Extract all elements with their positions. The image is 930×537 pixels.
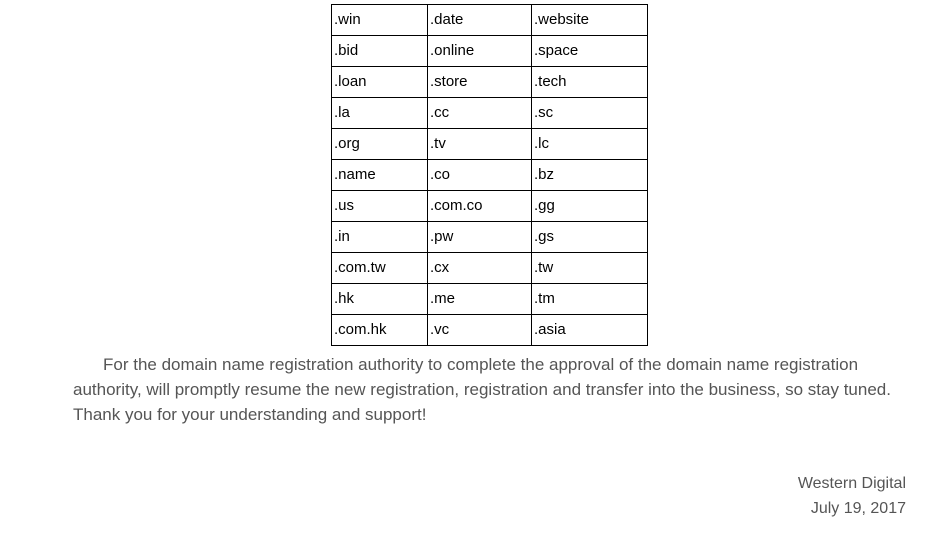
domain-cell: .com.co — [428, 191, 532, 222]
domain-cell: .com.hk — [332, 315, 428, 346]
domain-cell: .bz — [532, 160, 648, 191]
domain-cell: .sc — [532, 98, 648, 129]
domain-cell: .gs — [532, 222, 648, 253]
domain-cell: .la — [332, 98, 428, 129]
domain-cell: .pw — [428, 222, 532, 253]
domain-cell: .tech — [532, 67, 648, 98]
domain-cell: .win — [332, 5, 428, 36]
domain-cell: .tv — [428, 129, 532, 160]
table-row — [332, 315, 648, 346]
table-row — [332, 284, 648, 315]
signature-company: Western Digital — [797, 475, 906, 492]
domain-table-body — [332, 5, 648, 346]
domain-cell: .bid — [332, 36, 428, 67]
domain-cell: .loan — [332, 67, 428, 98]
table-row — [332, 191, 648, 222]
domain-cell: .date — [428, 5, 532, 36]
domain-cell: .name — [332, 160, 428, 191]
domain-cell: .com.tw — [332, 253, 428, 284]
domain-cell: .cc — [428, 98, 532, 129]
signature-block — [798, 471, 906, 521]
domain-cell: .me — [428, 284, 532, 315]
table-row — [332, 5, 648, 36]
domain-cell: .store — [428, 67, 532, 98]
domain-cell: .gg — [532, 191, 648, 222]
domain-cell: .cx — [428, 253, 532, 284]
domain-cell: .co — [428, 160, 532, 191]
table-row — [332, 129, 648, 160]
domain-cell: .tw — [532, 253, 648, 284]
domain-cell: .org — [332, 129, 428, 160]
domain-cell: .space — [532, 36, 648, 67]
table-row — [332, 98, 648, 129]
table-row — [332, 253, 648, 284]
domain-cell: .asia — [532, 315, 648, 346]
domain-cell: .us — [332, 191, 428, 222]
domain-cell: .in — [332, 222, 428, 253]
domain-cell: .website — [532, 5, 648, 36]
table-row — [332, 160, 648, 191]
domain-cell: .tm — [532, 284, 648, 315]
domain-cell: .lc — [532, 129, 648, 160]
table-row — [332, 222, 648, 253]
table-row — [332, 36, 648, 67]
domain-cell: .vc — [428, 315, 532, 346]
signature-date: July 19, 2017 — [810, 500, 906, 517]
notice-paragraph: For the domain name registration authority to complete the approval of the domain name registration authority, will promptly resume the new registration, registration and transfer into the business, so stay tuned. Thank you for your understanding and support! — [73, 355, 891, 424]
table-row — [332, 67, 648, 98]
domain-cell: .online — [428, 36, 532, 67]
domain-cell: .hk — [332, 284, 428, 315]
domain-suffix-table — [331, 4, 648, 346]
